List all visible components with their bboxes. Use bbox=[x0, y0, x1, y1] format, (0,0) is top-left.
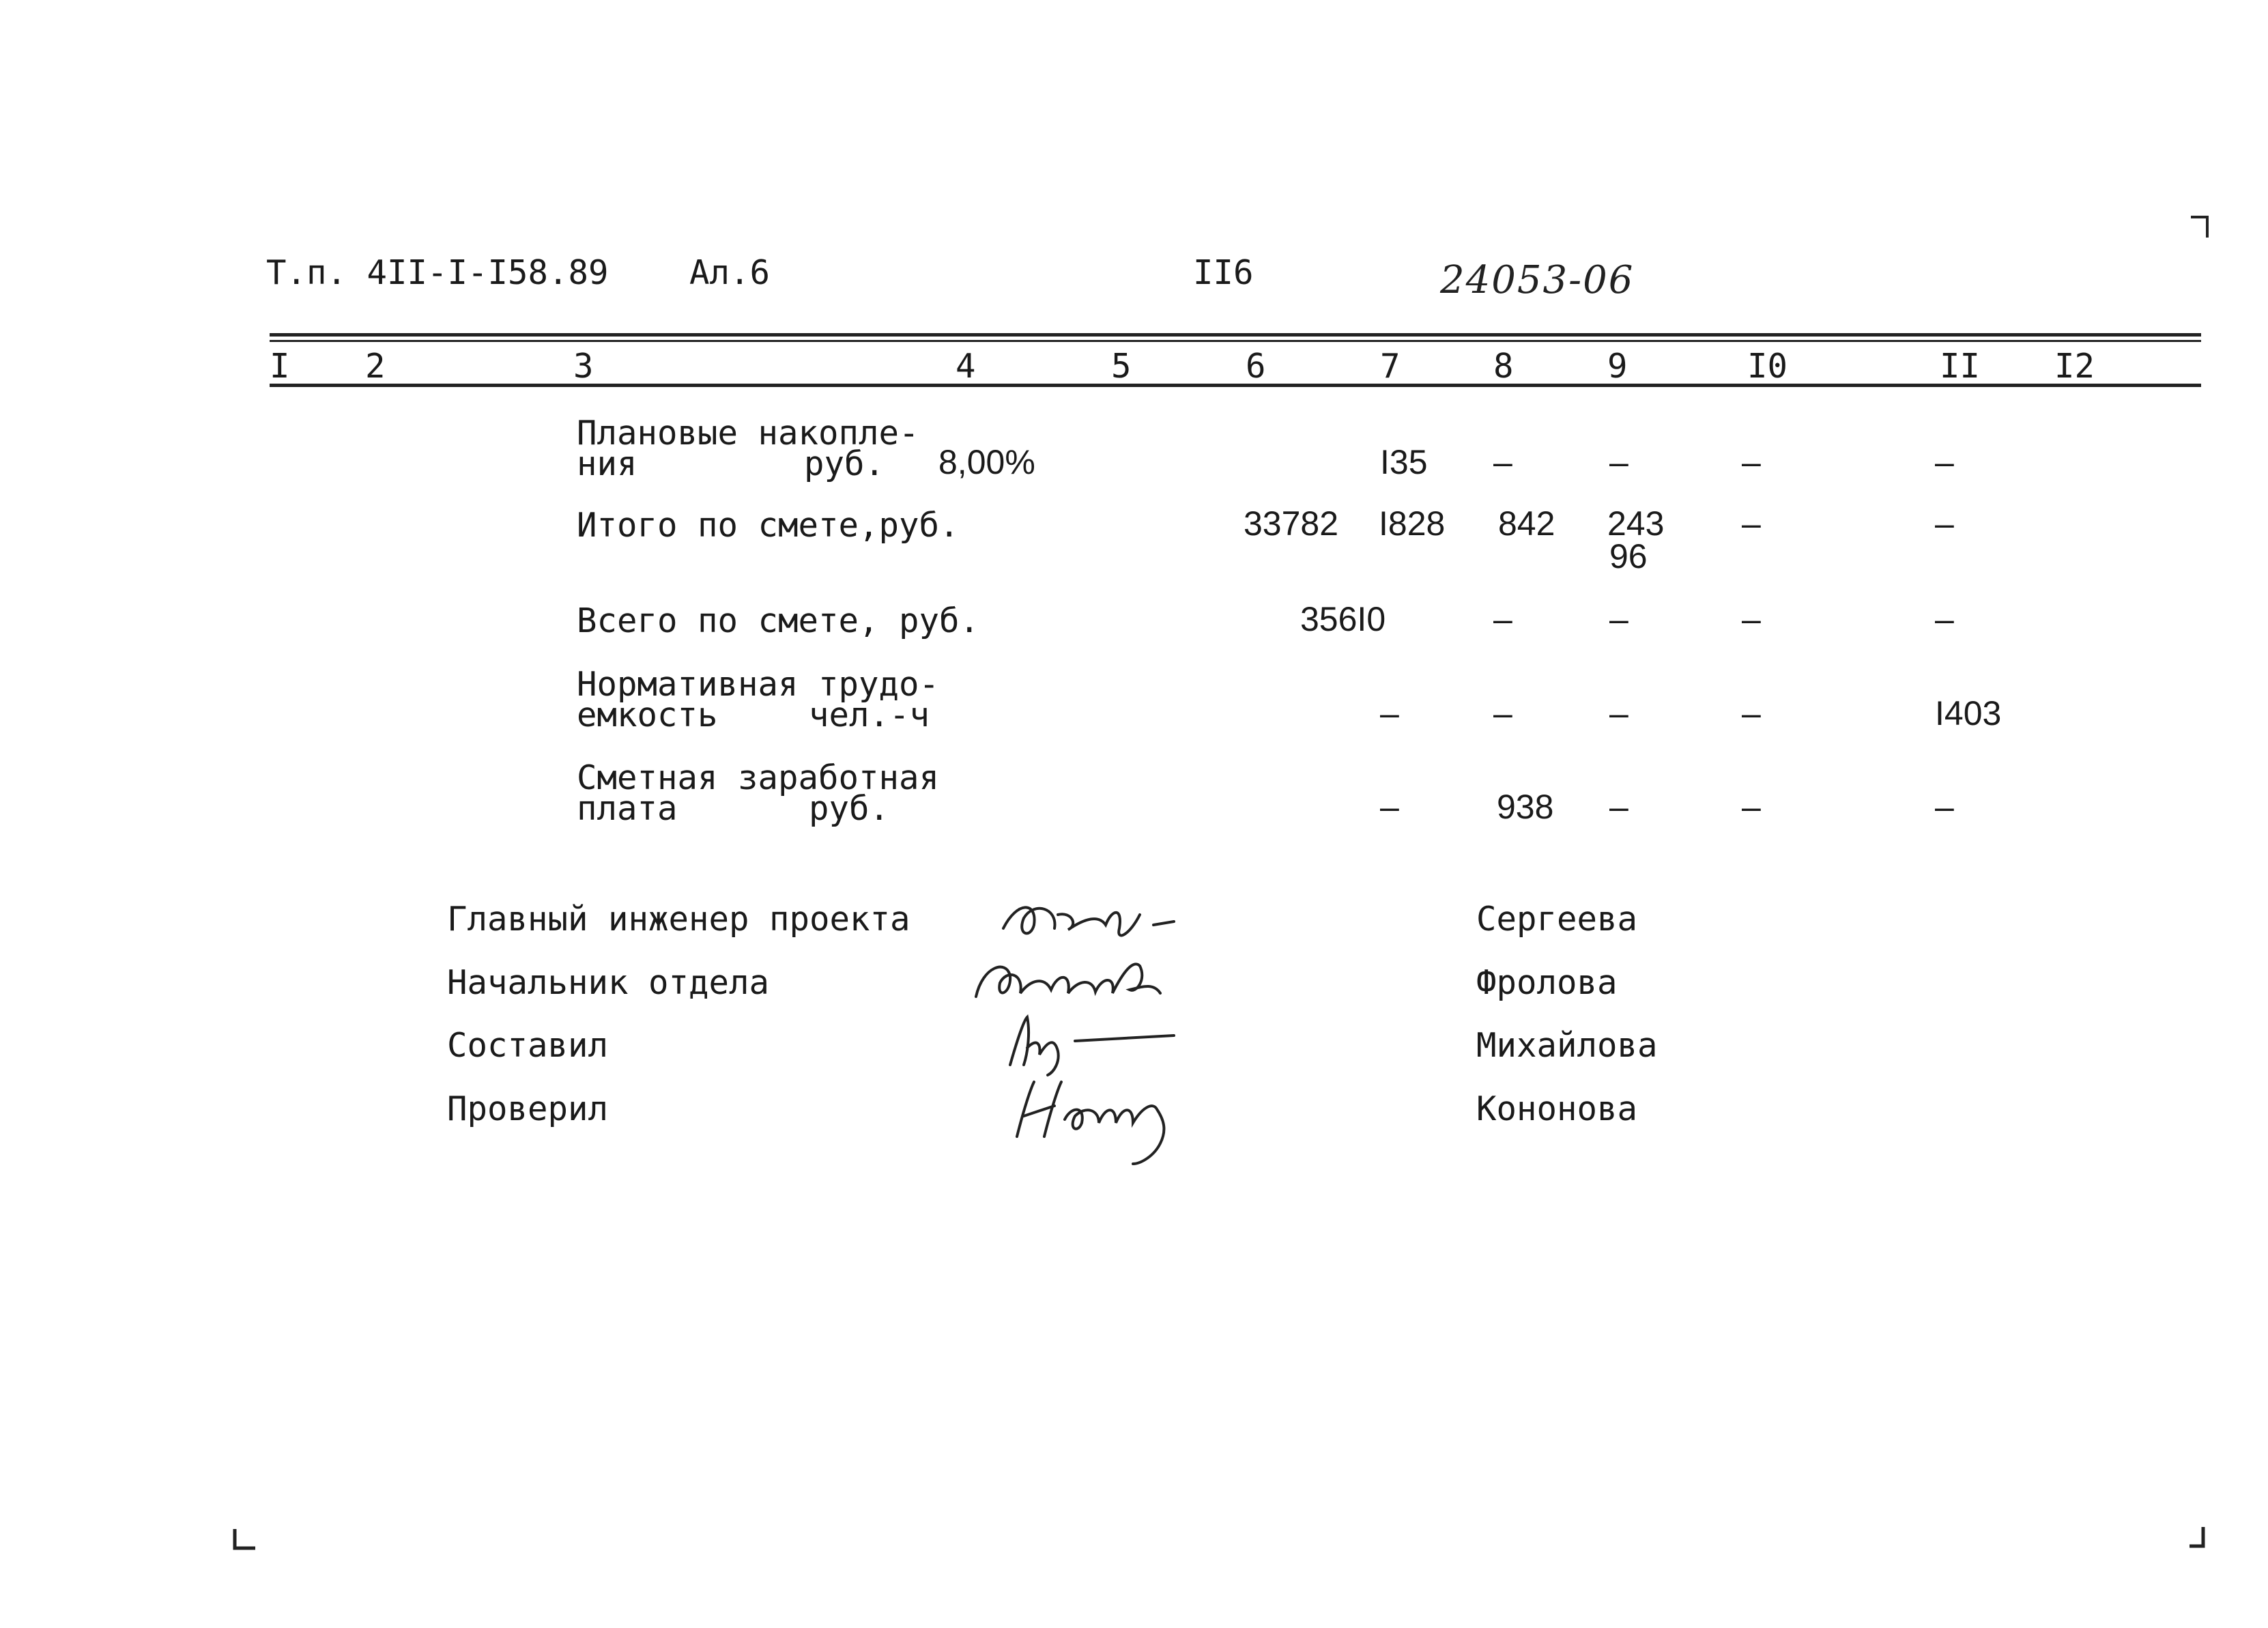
column-number: 4 bbox=[956, 347, 976, 386]
row-label: емкость bbox=[577, 696, 718, 734]
cell-col10: – bbox=[1742, 600, 1761, 638]
cell-col7: – bbox=[1380, 788, 1399, 826]
cell-col10: – bbox=[1742, 504, 1761, 543]
cell-col8: 938 bbox=[1497, 788, 1554, 826]
table-top-rule bbox=[270, 333, 2201, 337]
column-number: I0 bbox=[1747, 347, 1788, 386]
column-number: I bbox=[270, 347, 290, 386]
signature-role: Проверил bbox=[447, 1089, 609, 1128]
row-unit: руб. bbox=[804, 444, 885, 483]
cell-col10: – bbox=[1742, 694, 1761, 732]
signature-role: Главный инженер проекта bbox=[447, 900, 910, 939]
column-number: 8 bbox=[1493, 347, 1514, 386]
corner-mark-bottom-left bbox=[231, 1528, 258, 1555]
column-number: 7 bbox=[1380, 347, 1401, 386]
cell-col6: 33782 bbox=[1244, 504, 1339, 543]
row-label: ния bbox=[577, 444, 637, 483]
cell-col9: – bbox=[1609, 600, 1628, 638]
cell-col8: – bbox=[1493, 443, 1512, 481]
signature-name: Михайлова bbox=[1476, 1026, 1658, 1065]
row-label: Нормативная трудо- bbox=[577, 665, 940, 704]
handwritten-inventory-number: 24053-06 bbox=[1440, 258, 1635, 302]
column-number: I2 bbox=[2054, 347, 2095, 386]
table-top-rule-inner bbox=[270, 340, 2201, 342]
column-number: 6 bbox=[1246, 347, 1266, 386]
cell-col8: – bbox=[1493, 694, 1512, 732]
cell-col10: – bbox=[1742, 443, 1761, 481]
album-number: Ал.6 bbox=[689, 253, 771, 292]
row-unit: чел.-ч bbox=[809, 696, 930, 734]
cell-col9: – bbox=[1609, 694, 1628, 732]
cell-col8: 842 bbox=[1498, 504, 1555, 543]
signature-name: Фролова bbox=[1476, 963, 1618, 1002]
cell-col9: 243 bbox=[1607, 504, 1665, 543]
signature-role: Начальник отдела bbox=[447, 963, 770, 1002]
cell-col7: I828 bbox=[1379, 504, 1446, 543]
row-unit: руб. bbox=[809, 789, 890, 828]
column-number: 9 bbox=[1607, 347, 1628, 386]
cell-col9: – bbox=[1609, 443, 1628, 481]
row-label: плата bbox=[577, 789, 678, 828]
cell-col7: – bbox=[1380, 694, 1399, 732]
signature-name: Сергеева bbox=[1476, 900, 1638, 939]
cell-col6-7: 356I0 bbox=[1300, 600, 1386, 638]
cell-col10: – bbox=[1742, 788, 1761, 826]
handwritten-signature-checked-by bbox=[1003, 1068, 1249, 1171]
table-header-bottom-rule bbox=[270, 384, 2201, 387]
row-label: Плановые накопле- bbox=[577, 414, 919, 453]
cell-col11: – bbox=[1935, 788, 1954, 826]
signature-role: Составил bbox=[447, 1026, 609, 1065]
cell-col11: I403 bbox=[1935, 694, 2002, 732]
page-number: II6 bbox=[1193, 253, 1254, 292]
row-label: Всего по смете, руб. bbox=[577, 601, 980, 640]
cell-col11: – bbox=[1935, 443, 1954, 481]
corner-mark-top-right bbox=[2190, 213, 2217, 240]
cell-col8: – bbox=[1493, 600, 1512, 638]
handwritten-signature-department-head bbox=[969, 945, 1201, 1014]
column-number: II bbox=[1940, 347, 1981, 386]
cell-col9: 96 bbox=[1609, 537, 1648, 575]
cell-col11: – bbox=[1935, 504, 1954, 543]
cell-col4: 8,00% bbox=[938, 443, 1035, 481]
cell-col7: I35 bbox=[1380, 443, 1428, 481]
cell-col9: – bbox=[1609, 788, 1628, 826]
cell-col11: – bbox=[1935, 600, 1954, 638]
corner-mark-bottom-right bbox=[2184, 1526, 2211, 1553]
row-label: Сметная заработная bbox=[577, 758, 940, 797]
project-code: Т.п. 4II-I-I58.89 bbox=[266, 253, 609, 292]
signature-name: Кононова bbox=[1476, 1089, 1638, 1128]
column-number: 3 bbox=[573, 347, 594, 386]
column-number: 2 bbox=[365, 347, 386, 386]
column-number: 5 bbox=[1111, 347, 1132, 386]
row-label: Итого по смете,руб. bbox=[577, 506, 960, 545]
handwritten-signature-chief-engineer bbox=[996, 887, 1201, 949]
